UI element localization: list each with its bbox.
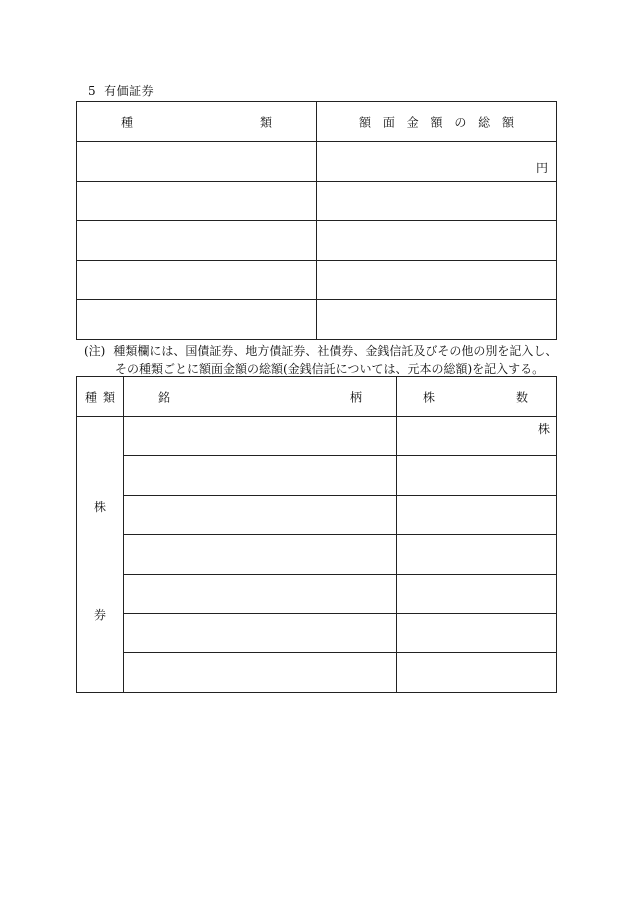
yen-unit: 円 bbox=[535, 160, 548, 175]
header-type: 種 類 bbox=[77, 102, 317, 142]
note-mark: (注) bbox=[84, 344, 106, 358]
shares-cell[interactable] bbox=[397, 535, 557, 574]
brand-cell[interactable] bbox=[124, 417, 397, 456]
shares-cell[interactable] bbox=[397, 653, 557, 692]
table-row bbox=[77, 495, 557, 534]
table-row bbox=[77, 653, 557, 692]
table-row bbox=[77, 574, 557, 613]
shares-unit: 株 bbox=[537, 422, 550, 437]
table-row bbox=[77, 300, 557, 340]
brand-cell[interactable] bbox=[124, 613, 397, 652]
type-cell[interactable] bbox=[77, 142, 317, 182]
brand-cell[interactable] bbox=[124, 653, 397, 692]
amount-cell[interactable] bbox=[317, 221, 557, 261]
table-row bbox=[77, 181, 557, 221]
brand-cell[interactable] bbox=[124, 495, 397, 534]
header-type: 種 類 bbox=[77, 377, 124, 417]
header-brand: 銘 柄 bbox=[124, 377, 397, 417]
section-heading bbox=[88, 82, 154, 99]
amount-cell[interactable] bbox=[317, 142, 557, 182]
table-header-row bbox=[77, 102, 557, 142]
note-line-2: その種類ごとに額面金額の総額(金銭信託については、元本の総額)を記入する。 bbox=[115, 362, 545, 376]
brand-cell[interactable] bbox=[124, 574, 397, 613]
shares-cell[interactable] bbox=[397, 613, 557, 652]
note bbox=[84, 342, 557, 378]
brand-cell[interactable] bbox=[124, 456, 397, 495]
table-header-row bbox=[77, 377, 557, 417]
type-cell[interactable] bbox=[77, 221, 317, 261]
table-row bbox=[77, 456, 557, 495]
table-row bbox=[77, 535, 557, 574]
amount-cell[interactable] bbox=[317, 260, 557, 300]
section-title: 有価証券 bbox=[104, 84, 155, 98]
table-row bbox=[77, 417, 557, 456]
amount-cell[interactable] bbox=[317, 300, 557, 340]
shares-cell[interactable] bbox=[397, 574, 557, 613]
section-number: 5 bbox=[88, 84, 97, 98]
brand-cell[interactable] bbox=[124, 535, 397, 574]
table-row bbox=[77, 221, 557, 261]
amount-cell[interactable] bbox=[317, 181, 557, 221]
table-row bbox=[77, 613, 557, 652]
header-shares: 株 数 bbox=[397, 377, 557, 417]
type-cell[interactable] bbox=[77, 300, 317, 340]
table-row bbox=[77, 142, 557, 182]
table-row bbox=[77, 260, 557, 300]
shares-cell[interactable] bbox=[397, 417, 557, 456]
type-cell[interactable] bbox=[77, 181, 317, 221]
shares-cell[interactable] bbox=[397, 456, 557, 495]
type-cell[interactable] bbox=[77, 260, 317, 300]
note-line-1: 種類欄には、国債証券、地方債証券、社債券、金銭信託及びその他の別を記入し、 bbox=[113, 344, 558, 358]
securities-table bbox=[76, 101, 557, 340]
header-face-amount-total: 額 面 金 額 の 総 額 bbox=[317, 102, 557, 142]
shares-cell[interactable] bbox=[397, 495, 557, 534]
type-stock-cell: 株 券 bbox=[77, 417, 124, 693]
stock-table bbox=[76, 376, 557, 693]
